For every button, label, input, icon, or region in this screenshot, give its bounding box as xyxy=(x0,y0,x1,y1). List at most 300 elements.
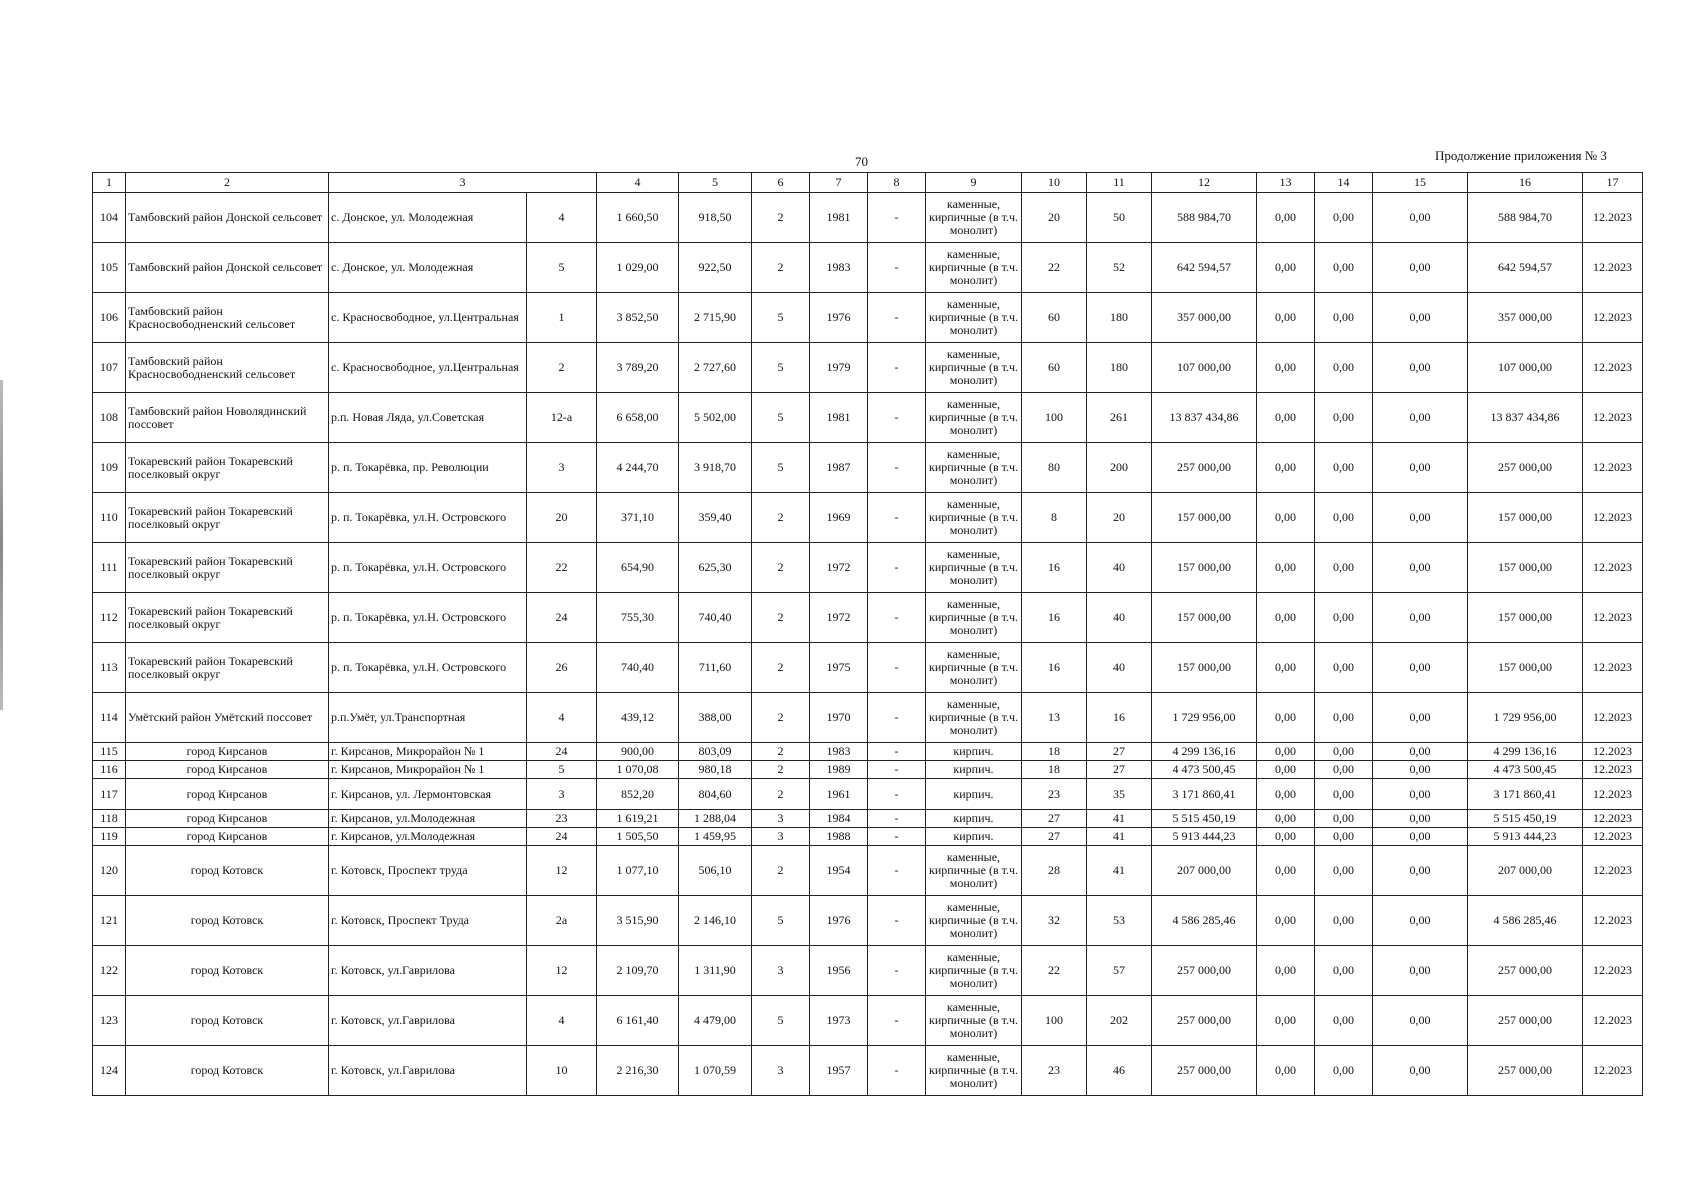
cell-municipality: город Котовск xyxy=(126,846,329,896)
cell-completion-date: 12.2023 xyxy=(1583,543,1643,593)
cell-total-area: 4 244,70 xyxy=(597,443,679,493)
cell-address: с. Красносвободное, ул.Центральная xyxy=(329,293,527,343)
cell-address: р. п. Токарёвка, ул.Н. Островского xyxy=(329,643,527,693)
cell-apartments: 22 xyxy=(1022,243,1087,293)
cell-reconstruction-year: - xyxy=(868,828,926,846)
cell-address: р.п.Умёт, ул.Транспортная xyxy=(329,693,527,743)
cell-apartments: 100 xyxy=(1022,393,1087,443)
cell-completion-date: 12.2023 xyxy=(1583,243,1643,293)
cell-build-year: 1975 xyxy=(810,643,868,693)
cell-living-area: 922,50 xyxy=(679,243,752,293)
cell-total-cost: 257 000,00 xyxy=(1152,1046,1257,1096)
cell-row-number: 122 xyxy=(93,946,126,996)
cell-municipality: город Котовск xyxy=(126,946,329,996)
cell-wall-material: кирпич. xyxy=(926,779,1022,810)
cell-municipality: город Котовск xyxy=(126,896,329,946)
cell-build-year: 1957 xyxy=(810,1046,868,1096)
cell-address: г. Кирсанов, ул. Лермонтовская xyxy=(329,779,527,810)
cell-reconstruction-year: - xyxy=(868,443,926,493)
cell-total-area: 1 505,50 xyxy=(597,828,679,846)
cell-house-number: 26 xyxy=(527,643,597,693)
cell-municipality: город Котовск xyxy=(126,996,329,1046)
cell-apartments: 16 xyxy=(1022,593,1087,643)
cell-residents: 57 xyxy=(1087,946,1152,996)
cell-row-number: 108 xyxy=(93,393,126,443)
cell-floors: 3 xyxy=(752,1046,810,1096)
cell-fund-cost: 0,00 xyxy=(1257,996,1315,1046)
cell-floors: 5 xyxy=(752,293,810,343)
cell-completion-date: 12.2023 xyxy=(1583,743,1643,761)
cell-living-area: 1 070,59 xyxy=(679,1046,752,1096)
cell-reconstruction-year: - xyxy=(868,779,926,810)
cell-budget-regional: 0,00 xyxy=(1315,828,1373,846)
cell-municipality: Тамбовский район Красносвободненский сельсовет xyxy=(126,343,329,393)
cell-fund-cost: 0,00 xyxy=(1257,743,1315,761)
cell-fund-cost: 0,00 xyxy=(1257,343,1315,393)
cell-house-number: 5 xyxy=(527,761,597,779)
cell-apartments: 28 xyxy=(1022,846,1087,896)
cell-completion-date: 12.2023 xyxy=(1583,193,1643,243)
cell-house-number: 4 xyxy=(527,996,597,1046)
cell-house-number: 24 xyxy=(527,828,597,846)
data-table xyxy=(92,172,1643,1096)
cell-budget-regional: 0,00 xyxy=(1315,743,1373,761)
cell-budget-regional: 0,00 xyxy=(1315,1046,1373,1096)
table-row xyxy=(93,1046,1643,1096)
cell-apartments: 23 xyxy=(1022,779,1087,810)
cell-address: р. п. Токарёвка, ул.Н. Островского xyxy=(329,493,527,543)
cell-address: г. Котовск, ул.Гаврилова xyxy=(329,996,527,1046)
cell-municipality: Тамбовский район Красносвободненский сельсовет xyxy=(126,293,329,343)
cell-municipality: город Кирсанов xyxy=(126,743,329,761)
header-cell-1: 1 xyxy=(93,173,126,193)
cell-total-cost: 588 984,70 xyxy=(1152,193,1257,243)
header-cell-8: 8 xyxy=(868,173,926,193)
cell-budget-local: 0,00 xyxy=(1373,543,1468,593)
cell-owners-cost: 4 299 136,16 xyxy=(1468,743,1583,761)
cell-row-number: 118 xyxy=(93,810,126,828)
cell-completion-date: 12.2023 xyxy=(1583,846,1643,896)
cell-fund-cost: 0,00 xyxy=(1257,946,1315,996)
cell-address: г. Кирсанов, Микрорайон № 1 xyxy=(329,761,527,779)
table-row xyxy=(93,643,1643,693)
cell-wall-material: кирпич. xyxy=(926,743,1022,761)
cell-completion-date: 12.2023 xyxy=(1583,443,1643,493)
header-cell-9: 9 xyxy=(926,173,1022,193)
cell-fund-cost: 0,00 xyxy=(1257,543,1315,593)
cell-build-year: 1979 xyxy=(810,343,868,393)
cell-completion-date: 12.2023 xyxy=(1583,293,1643,343)
cell-address: р. п. Токарёвка, ул.Н. Островского xyxy=(329,543,527,593)
cell-budget-regional: 0,00 xyxy=(1315,293,1373,343)
cell-budget-regional: 0,00 xyxy=(1315,493,1373,543)
cell-wall-material: каменные, кирпичные (в т.ч. монолит) xyxy=(926,543,1022,593)
table-row xyxy=(93,743,1643,761)
cell-living-area: 3 918,70 xyxy=(679,443,752,493)
cell-row-number: 104 xyxy=(93,193,126,243)
cell-fund-cost: 0,00 xyxy=(1257,761,1315,779)
cell-floors: 5 xyxy=(752,343,810,393)
cell-living-area: 1 459,95 xyxy=(679,828,752,846)
cell-living-area: 5 502,00 xyxy=(679,393,752,443)
cell-build-year: 1972 xyxy=(810,543,868,593)
cell-residents: 180 xyxy=(1087,343,1152,393)
cell-budget-local: 0,00 xyxy=(1373,996,1468,1046)
cell-wall-material: каменные, кирпичные (в т.ч. монолит) xyxy=(926,293,1022,343)
cell-budget-local: 0,00 xyxy=(1373,493,1468,543)
cell-floors: 5 xyxy=(752,896,810,946)
cell-wall-material: каменные, кирпичные (в т.ч. монолит) xyxy=(926,1046,1022,1096)
cell-municipality: Токаревский район Токаревский поселковый округ xyxy=(126,643,329,693)
cell-completion-date: 12.2023 xyxy=(1583,1046,1643,1096)
cell-wall-material: каменные, кирпичные (в т.ч. монолит) xyxy=(926,393,1022,443)
cell-owners-cost: 257 000,00 xyxy=(1468,1046,1583,1096)
cell-row-number: 120 xyxy=(93,846,126,896)
cell-residents: 40 xyxy=(1087,643,1152,693)
table-row xyxy=(93,846,1643,896)
cell-build-year: 1988 xyxy=(810,828,868,846)
header-cell-7: 7 xyxy=(810,173,868,193)
cell-budget-local: 0,00 xyxy=(1373,828,1468,846)
cell-owners-cost: 588 984,70 xyxy=(1468,193,1583,243)
cell-municipality: Токаревский район Токаревский поселковый округ xyxy=(126,493,329,543)
cell-build-year: 1961 xyxy=(810,779,868,810)
cell-budget-local: 0,00 xyxy=(1373,243,1468,293)
cell-fund-cost: 0,00 xyxy=(1257,896,1315,946)
cell-apartments: 13 xyxy=(1022,693,1087,743)
cell-address: г. Кирсанов, ул.Молодежная xyxy=(329,828,527,846)
cell-residents: 53 xyxy=(1087,896,1152,946)
cell-budget-regional: 0,00 xyxy=(1315,996,1373,1046)
cell-total-cost: 5 515 450,19 xyxy=(1152,810,1257,828)
cell-living-area: 4 479,00 xyxy=(679,996,752,1046)
cell-apartments: 18 xyxy=(1022,743,1087,761)
cell-total-cost: 157 000,00 xyxy=(1152,643,1257,693)
cell-address: г. Котовск, Проспект Труда xyxy=(329,896,527,946)
cell-reconstruction-year: - xyxy=(868,343,926,393)
cell-residents: 27 xyxy=(1087,743,1152,761)
cell-budget-regional: 0,00 xyxy=(1315,693,1373,743)
cell-owners-cost: 1 729 956,00 xyxy=(1468,693,1583,743)
header-cell-10: 10 xyxy=(1022,173,1087,193)
cell-row-number: 107 xyxy=(93,343,126,393)
cell-budget-regional: 0,00 xyxy=(1315,193,1373,243)
cell-total-cost: 357 000,00 xyxy=(1152,293,1257,343)
cell-residents: 202 xyxy=(1087,996,1152,1046)
cell-reconstruction-year: - xyxy=(868,293,926,343)
cell-house-number: 10 xyxy=(527,1046,597,1096)
cell-budget-local: 0,00 xyxy=(1373,810,1468,828)
table-row xyxy=(93,828,1643,846)
cell-floors: 2 xyxy=(752,846,810,896)
cell-total-area: 6 658,00 xyxy=(597,393,679,443)
cell-fund-cost: 0,00 xyxy=(1257,846,1315,896)
header-cell-13: 13 xyxy=(1257,173,1315,193)
cell-row-number: 115 xyxy=(93,743,126,761)
cell-fund-cost: 0,00 xyxy=(1257,643,1315,693)
cell-living-area: 803,09 xyxy=(679,743,752,761)
table-row xyxy=(93,443,1643,493)
cell-fund-cost: 0,00 xyxy=(1257,810,1315,828)
cell-budget-local: 0,00 xyxy=(1373,293,1468,343)
cell-fund-cost: 0,00 xyxy=(1257,1046,1315,1096)
cell-address: г. Котовск, ул.Гаврилова xyxy=(329,946,527,996)
cell-living-area: 2 715,90 xyxy=(679,293,752,343)
cell-row-number: 123 xyxy=(93,996,126,1046)
cell-address: с. Донское, ул. Молодежная xyxy=(329,193,527,243)
cell-row-number: 113 xyxy=(93,643,126,693)
cell-floors: 2 xyxy=(752,761,810,779)
cell-apartments: 27 xyxy=(1022,828,1087,846)
header-cell-12: 12 xyxy=(1152,173,1257,193)
cell-house-number: 20 xyxy=(527,493,597,543)
cell-total-area: 371,10 xyxy=(597,493,679,543)
cell-total-area: 1 619,21 xyxy=(597,810,679,828)
cell-reconstruction-year: - xyxy=(868,810,926,828)
cell-budget-regional: 0,00 xyxy=(1315,946,1373,996)
cell-apartments: 16 xyxy=(1022,643,1087,693)
cell-floors: 3 xyxy=(752,828,810,846)
header-cell-11: 11 xyxy=(1087,173,1152,193)
cell-total-area: 654,90 xyxy=(597,543,679,593)
cell-house-number: 24 xyxy=(527,743,597,761)
cell-build-year: 1987 xyxy=(810,443,868,493)
cell-living-area: 2 727,60 xyxy=(679,343,752,393)
cell-municipality: Токаревский район Токаревский поселковый округ xyxy=(126,543,329,593)
cell-house-number: 1 xyxy=(527,293,597,343)
cell-total-cost: 13 837 434,86 xyxy=(1152,393,1257,443)
cell-budget-regional: 0,00 xyxy=(1315,810,1373,828)
cell-build-year: 1981 xyxy=(810,393,868,443)
cell-build-year: 1983 xyxy=(810,243,868,293)
cell-total-area: 755,30 xyxy=(597,593,679,643)
cell-budget-local: 0,00 xyxy=(1373,593,1468,643)
cell-build-year: 1956 xyxy=(810,946,868,996)
cell-owners-cost: 157 000,00 xyxy=(1468,643,1583,693)
table-body xyxy=(93,193,1643,1096)
cell-owners-cost: 4 586 285,46 xyxy=(1468,896,1583,946)
cell-living-area: 2 146,10 xyxy=(679,896,752,946)
cell-budget-regional: 0,00 xyxy=(1315,779,1373,810)
cell-living-area: 625,30 xyxy=(679,543,752,593)
cell-row-number: 116 xyxy=(93,761,126,779)
cell-living-area: 1 288,04 xyxy=(679,810,752,828)
cell-budget-regional: 0,00 xyxy=(1315,761,1373,779)
cell-row-number: 109 xyxy=(93,443,126,493)
table-row xyxy=(93,761,1643,779)
header-cell-16: 16 xyxy=(1468,173,1583,193)
cell-budget-local: 0,00 xyxy=(1373,896,1468,946)
header-cell-3: 3 xyxy=(329,173,597,193)
table-row xyxy=(93,946,1643,996)
cell-owners-cost: 642 594,57 xyxy=(1468,243,1583,293)
cell-reconstruction-year: - xyxy=(868,493,926,543)
cell-fund-cost: 0,00 xyxy=(1257,593,1315,643)
cell-row-number: 106 xyxy=(93,293,126,343)
cell-house-number: 23 xyxy=(527,810,597,828)
header-cell-2: 2 xyxy=(126,173,329,193)
cell-total-cost: 642 594,57 xyxy=(1152,243,1257,293)
cell-completion-date: 12.2023 xyxy=(1583,996,1643,1046)
header-cell-5: 5 xyxy=(679,173,752,193)
cell-municipality: Тамбовский район Донской сельсовет xyxy=(126,243,329,293)
cell-residents: 52 xyxy=(1087,243,1152,293)
cell-completion-date: 12.2023 xyxy=(1583,761,1643,779)
cell-house-number: 12 xyxy=(527,846,597,896)
cell-reconstruction-year: - xyxy=(868,543,926,593)
cell-total-area: 1 029,00 xyxy=(597,243,679,293)
cell-budget-local: 0,00 xyxy=(1373,343,1468,393)
header-row xyxy=(93,173,1643,193)
cell-living-area: 980,18 xyxy=(679,761,752,779)
cell-owners-cost: 13 837 434,86 xyxy=(1468,393,1583,443)
cell-build-year: 1954 xyxy=(810,846,868,896)
cell-floors: 2 xyxy=(752,643,810,693)
cell-build-year: 1969 xyxy=(810,493,868,543)
cell-municipality: Тамбовский район Донской сельсовет xyxy=(126,193,329,243)
cell-living-area: 506,10 xyxy=(679,846,752,896)
cell-wall-material: кирпич. xyxy=(926,761,1022,779)
cell-wall-material: каменные, кирпичные (в т.ч. монолит) xyxy=(926,493,1022,543)
cell-wall-material: кирпич. xyxy=(926,828,1022,846)
cell-owners-cost: 157 000,00 xyxy=(1468,593,1583,643)
cell-living-area: 359,40 xyxy=(679,493,752,543)
cell-apartments: 80 xyxy=(1022,443,1087,493)
header-cell-15: 15 xyxy=(1373,173,1468,193)
cell-residents: 20 xyxy=(1087,493,1152,543)
cell-apartments: 18 xyxy=(1022,761,1087,779)
cell-house-number: 22 xyxy=(527,543,597,593)
cell-address: р. п. Токарёвка, пр. Революции xyxy=(329,443,527,493)
cell-floors: 3 xyxy=(752,946,810,996)
cell-total-cost: 157 000,00 xyxy=(1152,593,1257,643)
cell-row-number: 112 xyxy=(93,593,126,643)
cell-budget-local: 0,00 xyxy=(1373,946,1468,996)
cell-total-cost: 4 473 500,45 xyxy=(1152,761,1257,779)
cell-house-number: 12-а xyxy=(527,393,597,443)
cell-residents: 261 xyxy=(1087,393,1152,443)
cell-total-cost: 257 000,00 xyxy=(1152,946,1257,996)
cell-wall-material: каменные, кирпичные (в т.ч. монолит) xyxy=(926,846,1022,896)
cell-fund-cost: 0,00 xyxy=(1257,393,1315,443)
cell-house-number: 2 xyxy=(527,343,597,393)
cell-municipality: Тамбовский район Новолядинский поссовет xyxy=(126,393,329,443)
cell-reconstruction-year: - xyxy=(868,761,926,779)
cell-owners-cost: 257 000,00 xyxy=(1468,946,1583,996)
scan-edge-mark xyxy=(0,380,3,710)
cell-residents: 180 xyxy=(1087,293,1152,343)
header-cell-6: 6 xyxy=(752,173,810,193)
cell-completion-date: 12.2023 xyxy=(1583,693,1643,743)
table-row xyxy=(93,779,1643,810)
cell-reconstruction-year: - xyxy=(868,996,926,1046)
cell-reconstruction-year: - xyxy=(868,896,926,946)
cell-total-cost: 257 000,00 xyxy=(1152,996,1257,1046)
table-row xyxy=(93,243,1643,293)
cell-owners-cost: 5 913 444,23 xyxy=(1468,828,1583,846)
continuation-note: Продолжение приложения № 3 xyxy=(1435,148,1607,163)
cell-total-cost: 5 913 444,23 xyxy=(1152,828,1257,846)
cell-completion-date: 12.2023 xyxy=(1583,896,1643,946)
cell-owners-cost: 257 000,00 xyxy=(1468,996,1583,1046)
cell-owners-cost: 107 000,00 xyxy=(1468,343,1583,393)
cell-address: г. Котовск, ул.Гаврилова xyxy=(329,1046,527,1096)
cell-budget-regional: 0,00 xyxy=(1315,393,1373,443)
cell-budget-regional: 0,00 xyxy=(1315,343,1373,393)
cell-reconstruction-year: - xyxy=(868,1046,926,1096)
cell-fund-cost: 0,00 xyxy=(1257,493,1315,543)
cell-residents: 41 xyxy=(1087,810,1152,828)
cell-budget-local: 0,00 xyxy=(1373,1046,1468,1096)
table-row xyxy=(93,193,1643,243)
cell-house-number: 5 xyxy=(527,243,597,293)
cell-owners-cost: 207 000,00 xyxy=(1468,846,1583,896)
cell-build-year: 1970 xyxy=(810,693,868,743)
cell-budget-local: 0,00 xyxy=(1373,743,1468,761)
cell-municipality: город Кирсанов xyxy=(126,779,329,810)
cell-total-area: 3 789,20 xyxy=(597,343,679,393)
cell-living-area: 1 311,90 xyxy=(679,946,752,996)
table-row xyxy=(93,896,1643,946)
cell-house-number: 4 xyxy=(527,693,597,743)
cell-total-area: 439,12 xyxy=(597,693,679,743)
cell-row-number: 105 xyxy=(93,243,126,293)
cell-owners-cost: 357 000,00 xyxy=(1468,293,1583,343)
cell-reconstruction-year: - xyxy=(868,946,926,996)
cell-municipality: Токаревский район Токаревский поселковый округ xyxy=(126,443,329,493)
cell-wall-material: каменные, кирпичные (в т.ч. монолит) xyxy=(926,693,1022,743)
cell-residents: 50 xyxy=(1087,193,1152,243)
cell-apartments: 23 xyxy=(1022,1046,1087,1096)
cell-completion-date: 12.2023 xyxy=(1583,493,1643,543)
cell-total-cost: 4 586 285,46 xyxy=(1152,896,1257,946)
cell-municipality: город Кирсанов xyxy=(126,810,329,828)
cell-wall-material: каменные, кирпичные (в т.ч. монолит) xyxy=(926,443,1022,493)
cell-residents: 35 xyxy=(1087,779,1152,810)
cell-residents: 46 xyxy=(1087,1046,1152,1096)
cell-address: р. п. Токарёвка, ул.Н. Островского xyxy=(329,593,527,643)
cell-build-year: 1989 xyxy=(810,761,868,779)
table-row xyxy=(93,693,1643,743)
cell-apartments: 32 xyxy=(1022,896,1087,946)
cell-wall-material: кирпич. xyxy=(926,810,1022,828)
cell-municipality: Умётский район Умётский поссовет xyxy=(126,693,329,743)
cell-fund-cost: 0,00 xyxy=(1257,828,1315,846)
cell-floors: 5 xyxy=(752,996,810,1046)
cell-address: р.п. Новая Ляда, ул.Советская xyxy=(329,393,527,443)
cell-floors: 2 xyxy=(752,543,810,593)
cell-total-area: 6 161,40 xyxy=(597,996,679,1046)
cell-wall-material: каменные, кирпичные (в т.ч. монолит) xyxy=(926,643,1022,693)
cell-total-area: 1 077,10 xyxy=(597,846,679,896)
header-cell-14: 14 xyxy=(1315,173,1373,193)
cell-owners-cost: 157 000,00 xyxy=(1468,543,1583,593)
table-row xyxy=(93,996,1643,1046)
header-cell-17: 17 xyxy=(1583,173,1643,193)
cell-completion-date: 12.2023 xyxy=(1583,946,1643,996)
cell-reconstruction-year: - xyxy=(868,643,926,693)
table-row xyxy=(93,393,1643,443)
cell-total-area: 900,00 xyxy=(597,743,679,761)
cell-floors: 2 xyxy=(752,743,810,761)
cell-completion-date: 12.2023 xyxy=(1583,593,1643,643)
cell-build-year: 1973 xyxy=(810,996,868,1046)
cell-completion-date: 12.2023 xyxy=(1583,393,1643,443)
cell-address: г. Котовск, Проспект труда xyxy=(329,846,527,896)
cell-apartments: 22 xyxy=(1022,946,1087,996)
cell-house-number: 12 xyxy=(527,946,597,996)
cell-owners-cost: 257 000,00 xyxy=(1468,443,1583,493)
